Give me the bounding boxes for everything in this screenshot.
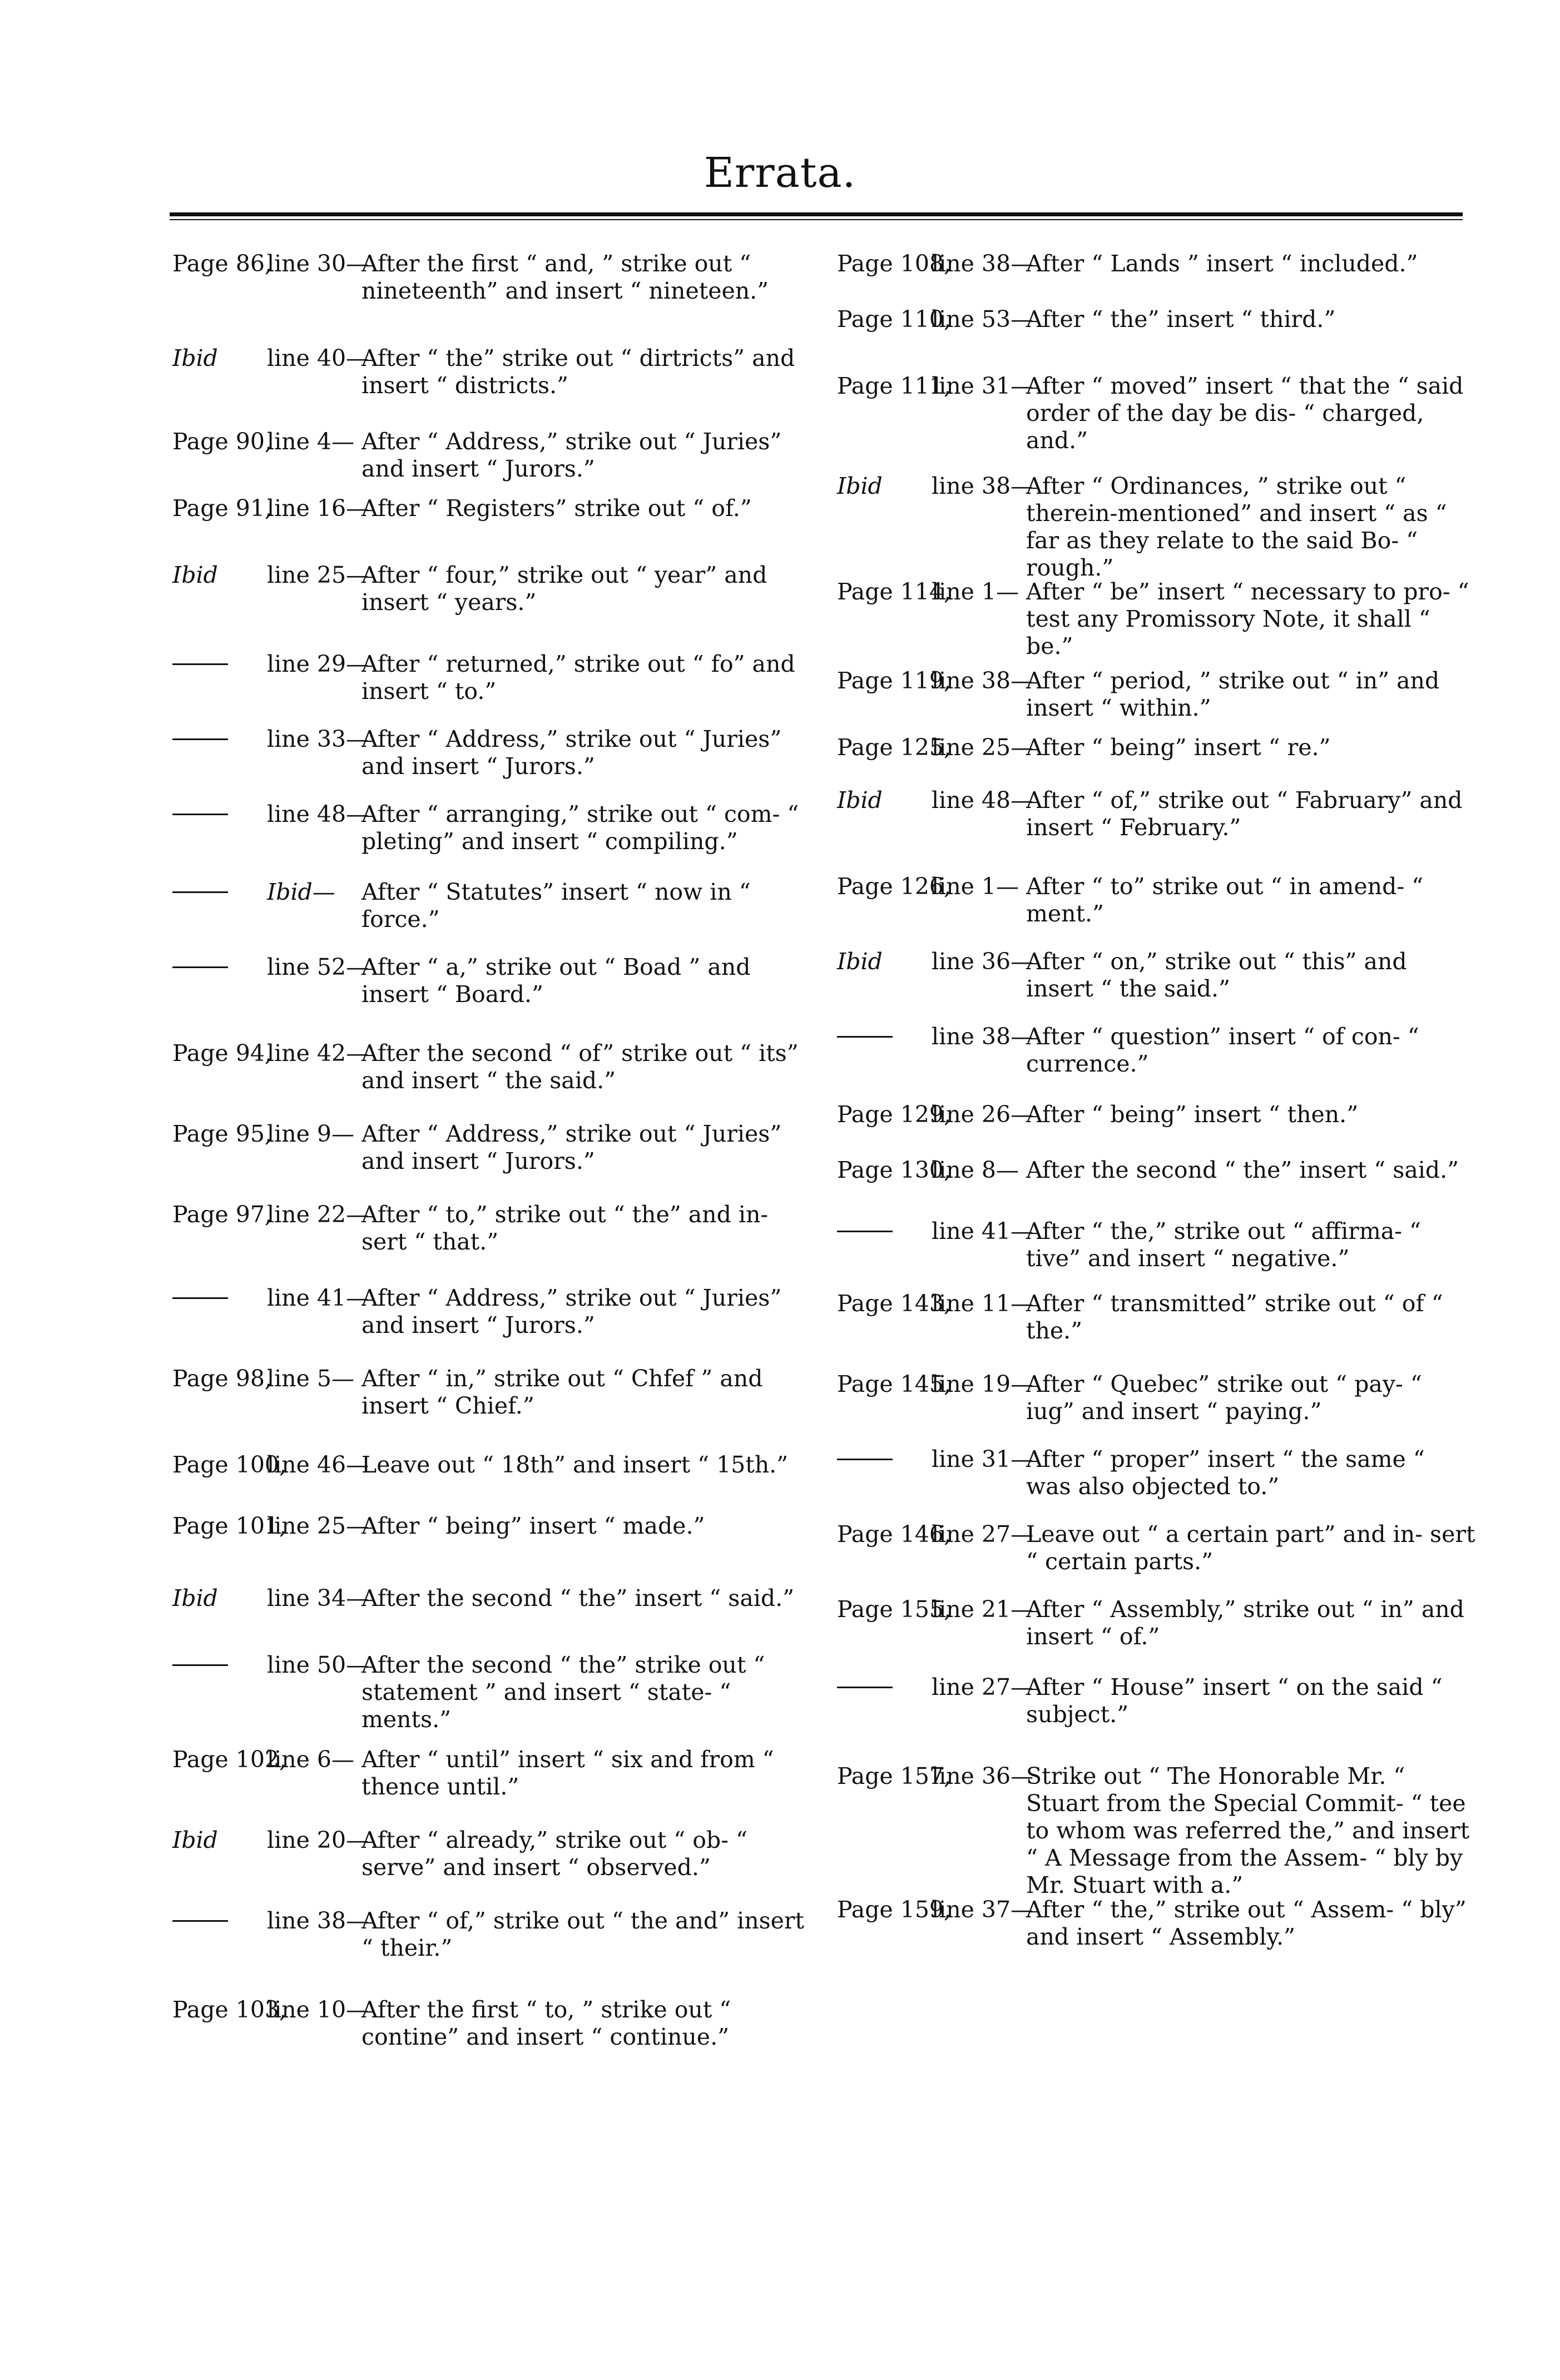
entry-line: line 34— <box>267 1585 369 1612</box>
entry-line: line 25— <box>932 734 1034 761</box>
entry-text: After “ Registers” strike out “ of.” <box>361 495 752 522</box>
ditto-dash <box>172 663 228 665</box>
entry-line: line 33— <box>267 726 369 752</box>
entry-line: line 1— <box>932 578 1019 605</box>
entry-text: Leave out “ 18th” and insert “ 15th.” <box>361 1451 789 1478</box>
entry-text: Leave out “ a certain part” and in- sert “ certain parts.” <box>1026 1521 1475 1575</box>
title-rule-thin <box>170 219 1463 220</box>
page-title: Errata. <box>704 149 856 197</box>
entry-line: line 38— <box>932 667 1034 694</box>
entry-line: line 16— <box>267 495 369 522</box>
entry-text: After “ Address,” strike out “ Juries” and insert “ Jurors.” <box>361 726 782 780</box>
entry-line: line 9— <box>267 1120 355 1147</box>
entry-text: After “ in,” strike out “ Chfef ” and insert “ Chief.” <box>361 1365 763 1419</box>
entry-text: After the second “ of” strike out “ its” and insert “ the said.” <box>361 1040 799 1094</box>
entry-page <box>837 1446 893 1473</box>
ditto-dash <box>172 891 228 893</box>
entry-page <box>172 879 228 906</box>
entry-line: line 38— <box>932 473 1034 499</box>
entry-text: After “ a,” strike out “ Boad ” and insert “ Board.” <box>361 954 751 1008</box>
ditto-dash <box>837 1036 893 1038</box>
entry-text: After “ until” insert “ six and from “ thence until.” <box>361 1746 774 1800</box>
entry-page: Page 119, <box>837 667 952 694</box>
entry-page: Page 100, <box>172 1451 287 1478</box>
entry-page: Page 97, <box>172 1201 272 1228</box>
entry-page: Page 130, <box>837 1157 952 1183</box>
entry-line: line 52— <box>267 954 369 980</box>
entry-line: line 25— <box>267 562 369 588</box>
entry-text: After “ the,” strike out “ affirma- “ tive” and insert “ negative.” <box>1026 1218 1422 1272</box>
entry-text: After the second “ the” insert “ said.” <box>1026 1157 1459 1183</box>
entry-line: line 38— <box>267 1907 369 1934</box>
entry-line: line 6— <box>267 1746 355 1773</box>
entry-page: Page 91, <box>172 495 272 522</box>
entry-line: line 31— <box>932 373 1034 399</box>
entry-page: Ibid <box>837 948 883 975</box>
entry-page: Page 126, <box>837 873 952 900</box>
entry-text: After “ House” insert “ on the said “ subject.” <box>1026 1674 1443 1728</box>
entry-text: After “ moved” insert “ that the “ said order of the day be dis- “ charged, and.” <box>1026 373 1464 454</box>
entry-line: line 27— <box>932 1521 1034 1548</box>
entry-page: Page 157, <box>837 1763 952 1789</box>
entry-line: line 22— <box>267 1201 369 1228</box>
entry-page <box>172 726 228 753</box>
entry-page <box>172 651 228 678</box>
entry-line: line 20— <box>267 1827 369 1853</box>
entry-text: After “ question” insert “ of con- “ currence.” <box>1026 1023 1419 1077</box>
entry-line: line 48— <box>267 801 369 827</box>
entry-line: line 50— <box>267 1652 369 1678</box>
entry-page: Page 98, <box>172 1365 272 1392</box>
ditto-dash <box>172 814 228 815</box>
entry-text: After “ arranging,” strike out “ com- “ pleting” and insert “ compiling.” <box>361 801 799 855</box>
entry-text: After “ Address,” strike out “ Juries” and insert “ Jurors.” <box>361 1120 782 1174</box>
entry-line: line 25— <box>267 1513 369 1539</box>
entry-line: line 8— <box>932 1157 1019 1183</box>
entry-text: After “ Lands ” insert “ included.” <box>1026 250 1418 277</box>
entry-page: Page 90, <box>172 428 272 455</box>
entry-line: line 30— <box>267 250 369 277</box>
entry-page: Page 103, <box>172 1996 287 2023</box>
entry-text: After “ of,” strike out “ Fabruary” and insert “ February.” <box>1026 787 1463 841</box>
entry-text: After “ the” strike out “ dirtricts” and insert “ districts.” <box>361 345 795 399</box>
entry-text: After “ the” insert “ third.” <box>1026 306 1336 333</box>
entry-text: Strike out “ The Honorable Mr. “ Stuart from the Special Commit- “ tee to whom was referred the,” and insert “ A Message from the Assem- “ bly by Mr. Stuart with a.” <box>1026 1763 1470 1898</box>
entry-page: Page 143, <box>837 1290 952 1317</box>
entry-line: line 31— <box>932 1446 1034 1472</box>
entry-page: Page 125, <box>837 734 952 761</box>
entry-line: line 1— <box>932 873 1019 900</box>
entry-line: line 4— <box>267 428 355 455</box>
entry-text: After the first “ to, ” strike out “ contine” and insert “ continue.” <box>361 1996 731 2050</box>
entry-page: Page 111, <box>837 373 952 399</box>
entry-line: Ibid— <box>267 879 335 905</box>
entry-page: Page 129, <box>837 1101 952 1128</box>
entry-page: Page 114, <box>837 578 952 605</box>
entry-page: Page 110, <box>837 306 952 333</box>
entry-line: line 11— <box>932 1290 1034 1317</box>
entry-text: After “ Address,” strike out “ Juries” and insert “ Jurors.” <box>361 1285 782 1338</box>
entry-page <box>172 1652 228 1679</box>
entry-text: After “ be” insert “ necessary to pro- “ test any Promissory Note, it shall “ be.” <box>1026 578 1469 660</box>
title-rule-thick <box>170 212 1463 216</box>
ditto-dash <box>172 1920 228 1922</box>
entry-line: line 38— <box>932 250 1034 277</box>
entry-text: After “ being” insert “ then.” <box>1026 1101 1359 1128</box>
entry-page: Page 108, <box>837 250 952 277</box>
entry-text: After “ proper” insert “ the same “ was also objected to.” <box>1026 1446 1425 1500</box>
entry-page: Page 86, <box>172 250 272 277</box>
entry-text: After the first “ and, ” strike out “ nineteenth” and insert “ nineteen.” <box>361 250 769 304</box>
entry-page: Ibid <box>172 1585 218 1612</box>
entry-text: After “ period, ” strike out “ in” and insert “ within.” <box>1026 667 1440 721</box>
entry-line: line 36— <box>932 948 1034 975</box>
entry-text: After “ returned,” strike out “ fo” and insert “ to.” <box>361 651 795 705</box>
entry-line: line 46— <box>267 1451 369 1478</box>
entry-line: line 37— <box>932 1896 1034 1923</box>
entry-line: line 29— <box>267 651 369 677</box>
entry-page <box>172 1285 228 1312</box>
entry-page: Page 155, <box>837 1596 952 1623</box>
entry-page: Ibid <box>172 562 218 588</box>
entry-text: After “ Assembly,” strike out “ in” and insert “ of.” <box>1026 1596 1464 1650</box>
entry-page: Page 146, <box>837 1521 952 1548</box>
ditto-dash <box>837 1687 893 1688</box>
entry-line: line 19— <box>932 1371 1034 1397</box>
entry-page: Page 95, <box>172 1120 272 1147</box>
entry-line: line 10— <box>267 1996 369 2023</box>
ditto-dash <box>172 738 228 740</box>
entry-page <box>837 1218 893 1245</box>
entry-line: line 38— <box>932 1023 1034 1050</box>
entry-text: After “ to,” strike out “ the” and in- sert “ that.” <box>361 1201 769 1255</box>
entry-line: line 48— <box>932 787 1034 814</box>
entry-line: line 40— <box>267 345 369 371</box>
entry-page <box>172 801 228 828</box>
entry-text: After “ of,” strike out “ the and” insert “ their.” <box>361 1907 804 1961</box>
entry-line: line 53— <box>932 306 1034 333</box>
entry-text: After “ being” insert “ made.” <box>361 1513 705 1539</box>
entry-text: After “ Statutes” insert “ now in “ force.” <box>361 879 751 933</box>
entry-text: After “ four,” strike out “ year” and insert “ years.” <box>361 562 767 616</box>
entry-page <box>172 1907 228 1935</box>
entry-text: After “ the,” strike out “ Assem- “ bly” and insert “ Assembly.” <box>1026 1896 1467 1950</box>
entry-page: Ibid <box>172 345 218 371</box>
entry-text: After “ being” insert “ re.” <box>1026 734 1331 761</box>
entry-line: line 36— <box>932 1763 1034 1789</box>
entry-text: After “ Quebec” strike out “ pay- “ iug” and insert “ paying.” <box>1026 1371 1422 1425</box>
entry-page: Page 102, <box>172 1746 287 1773</box>
entry-page: Ibid <box>837 787 883 814</box>
entry-page: Page 101, <box>172 1513 287 1539</box>
entry-text: After “ Address,” strike out “ Juries” and insert “ Jurors.” <box>361 428 782 482</box>
entry-text: After “ to” strike out “ in amend- “ ment.” <box>1026 873 1424 927</box>
entry-text: After “ on,” strike out “ this” and insert “ the said.” <box>1026 948 1407 1002</box>
entry-line: line 21— <box>932 1596 1034 1623</box>
entry-page: Page 159, <box>837 1896 952 1923</box>
entry-page: Page 145, <box>837 1371 952 1397</box>
entry-line: line 41— <box>267 1285 369 1311</box>
entry-line: line 41— <box>932 1218 1034 1244</box>
entry-page: Ibid <box>837 473 883 499</box>
ditto-dash <box>837 1231 893 1232</box>
ditto-dash <box>172 966 228 968</box>
ditto-dash <box>172 1664 228 1666</box>
entry-page <box>837 1023 893 1050</box>
entry-text: After the second “ the” insert “ said.” <box>361 1585 795 1612</box>
entry-page: Ibid <box>172 1827 218 1853</box>
entry-line: line 42— <box>267 1040 369 1067</box>
entry-page: Page 94, <box>172 1040 272 1067</box>
ditto-dash <box>172 1297 228 1299</box>
entry-page <box>837 1674 893 1701</box>
entry-text: After the second “ the” strike out “ statement ” and insert “ state- “ ments.” <box>361 1652 765 1733</box>
entry-text: After “ Ordinances, ” strike out “ therein-mentioned” and insert “ as “ far as they relate to the said Bo- “ rough.” <box>1026 473 1447 581</box>
entry-line: line 27— <box>932 1674 1034 1700</box>
entry-line: line 26— <box>932 1101 1034 1128</box>
ditto-dash <box>837 1459 893 1460</box>
entry-text: After “ transmitted” strike out “ of “ the.” <box>1026 1290 1443 1344</box>
entry-text: After “ already,” strike out “ ob- “ serve” and insert “ observed.” <box>361 1827 748 1881</box>
entry-page <box>172 954 228 981</box>
entry-line: line 5— <box>267 1365 355 1392</box>
